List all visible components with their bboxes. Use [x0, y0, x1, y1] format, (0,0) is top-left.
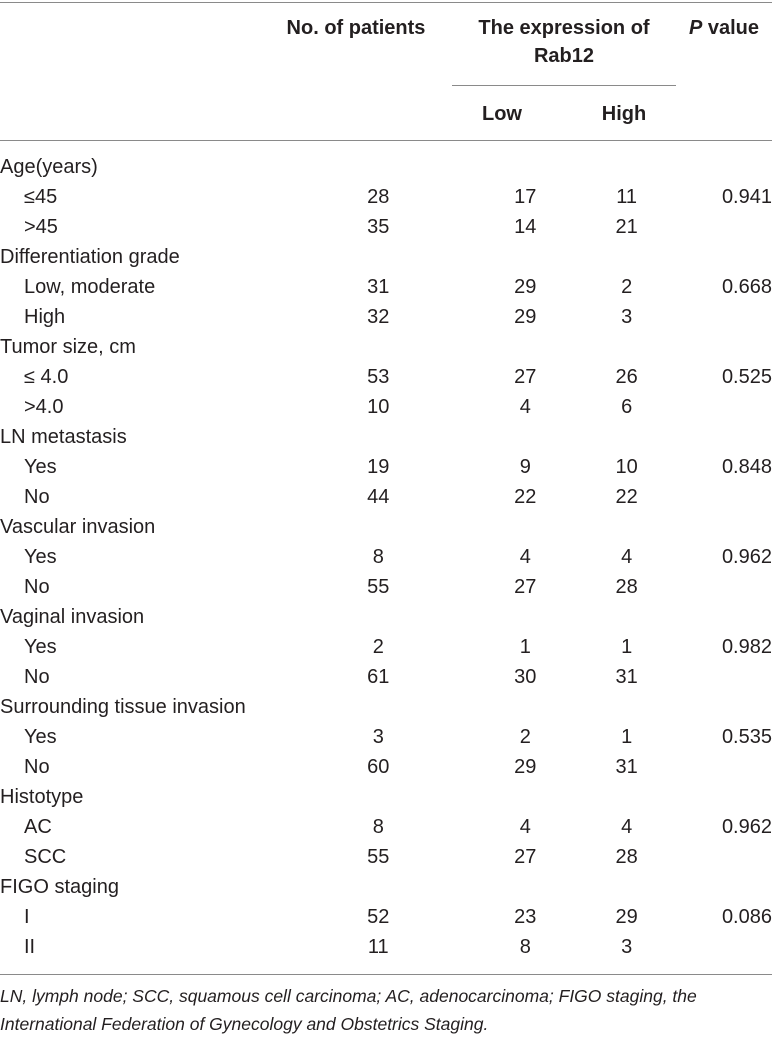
group-label: Differentiation grade [0, 246, 180, 268]
p-value-cell: 0.982 [721, 636, 772, 658]
table-row [0, 392, 772, 422]
p-value-cell: 0.525 [721, 366, 772, 388]
table-row [0, 482, 772, 512]
header-low: Low [482, 103, 522, 125]
group-row [0, 332, 772, 362]
p-value-cell [678, 752, 772, 782]
table-row [0, 302, 772, 332]
row-label: No [24, 486, 50, 508]
table-row [0, 272, 772, 302]
patients-cell: 11 [367, 936, 389, 958]
header-high: High [601, 103, 647, 125]
patients-cell: 8 [372, 816, 384, 838]
table-row [0, 632, 772, 662]
low-cell: 22 [514, 486, 537, 508]
patients-cell: 55 [367, 846, 390, 868]
high-cell: 3 [621, 306, 633, 328]
low-cell: 1 [519, 636, 531, 658]
patients-cell: 55 [367, 576, 390, 598]
low-cell: 4 [519, 396, 531, 418]
low-cell: 27 [514, 846, 537, 868]
group-row [0, 782, 772, 812]
table-bottom-rule [0, 974, 772, 975]
p-value-cell: 0.668 [721, 276, 772, 298]
p-value-cell [678, 662, 772, 692]
header-expression-underline [452, 85, 676, 86]
header-p-value [676, 14, 772, 42]
row-label: No [24, 576, 50, 598]
group-row [0, 512, 772, 542]
group-row [0, 422, 772, 452]
table-row [0, 662, 772, 692]
patients-cell: 60 [367, 756, 390, 778]
row-label: Yes [24, 636, 57, 658]
p-value-cell [678, 932, 772, 962]
patients-cell: 52 [367, 906, 390, 928]
high-cell: 1 [621, 726, 633, 748]
group-row [0, 872, 772, 902]
group-row [0, 152, 772, 182]
group-label: FIGO staging [0, 876, 119, 898]
row-label: No [24, 666, 50, 688]
patients-cell: 10 [367, 396, 390, 418]
group-row [0, 242, 772, 272]
row-label: AC [24, 816, 52, 838]
patients-cell: 3 [372, 726, 384, 748]
table-body [0, 152, 772, 962]
header-patients: No. of patients [286, 17, 426, 39]
group-row [0, 602, 772, 632]
row-label: >4.0 [24, 396, 64, 418]
header-bottom-rule [0, 140, 772, 141]
table-row [0, 362, 772, 392]
row-label: Yes [24, 726, 57, 748]
patients-cell: 2 [372, 636, 384, 658]
row-label: >45 [24, 216, 58, 238]
group-row [0, 692, 772, 722]
data-table [0, 152, 772, 962]
group-label: Age(years) [0, 156, 98, 178]
low-cell: 4 [519, 816, 531, 838]
high-cell: 29 [615, 906, 638, 928]
row-label: No [24, 756, 50, 778]
group-label: Tumor size, cm [0, 336, 136, 358]
low-cell: 9 [519, 456, 531, 478]
low-cell: 29 [514, 756, 537, 778]
low-cell: 14 [514, 216, 537, 238]
row-label: ≤45 [24, 186, 58, 208]
p-value-cell [678, 212, 772, 242]
low-cell: 4 [519, 546, 531, 568]
high-cell: 1 [621, 636, 633, 658]
low-cell: 29 [514, 306, 537, 328]
table-row [0, 812, 772, 842]
row-label: Yes [24, 456, 57, 478]
p-value-cell: 0.086 [721, 906, 772, 928]
high-cell: 26 [615, 366, 638, 388]
patients-cell: 28 [367, 186, 390, 208]
table-footnote: LN, lymph node; SCC, squamous cell carcinoma; AC, adenocarcinoma; FIGO staging, the International Federation of Gynecology and Obstetrics Staging. [0, 986, 697, 1034]
row-label: SCC [24, 846, 67, 868]
patients-cell: 19 [367, 456, 390, 478]
p-value-cell [678, 572, 772, 602]
group-label: Surrounding tissue invasion [0, 696, 246, 718]
p-value-cell: 0.962 [721, 546, 772, 568]
high-cell: 31 [615, 756, 638, 778]
table-row [0, 722, 772, 752]
patients-cell: 35 [367, 216, 390, 238]
low-cell: 8 [519, 936, 531, 958]
header-expression: The expression of Rab12 [478, 17, 650, 67]
table-row [0, 182, 772, 212]
high-cell: 4 [621, 546, 633, 568]
table-row [0, 932, 772, 962]
low-cell: 27 [514, 576, 537, 598]
low-cell: 30 [514, 666, 537, 688]
high-cell: 2 [621, 276, 633, 298]
high-cell: 11 [616, 186, 638, 208]
low-cell: 2 [519, 726, 531, 748]
high-cell: 22 [615, 486, 638, 508]
row-label: High [24, 306, 66, 328]
p-value-cell [678, 842, 772, 872]
p-value-cell [678, 302, 772, 332]
patients-cell: 31 [367, 276, 390, 298]
low-cell: 23 [514, 906, 537, 928]
group-label: LN metastasis [0, 426, 127, 448]
table-row [0, 572, 772, 602]
table-row [0, 452, 772, 482]
table-top-rule [0, 2, 772, 3]
p-value-cell [678, 392, 772, 422]
high-cell: 21 [615, 216, 638, 238]
patients-cell: 61 [367, 666, 390, 688]
row-label: Yes [24, 546, 57, 568]
p-value-cell [678, 482, 772, 512]
row-label: ≤ 4.0 [24, 366, 69, 388]
header-p-rest: value [702, 17, 760, 39]
low-cell: 27 [514, 366, 537, 388]
header-p-italic: P [688, 17, 703, 39]
patients-cell: 32 [367, 306, 390, 328]
high-cell: 3 [621, 936, 633, 958]
row-label: I [24, 906, 30, 928]
high-cell: 31 [615, 666, 638, 688]
table-row [0, 902, 772, 932]
table-row [0, 212, 772, 242]
low-cell: 17 [514, 186, 537, 208]
table-row [0, 842, 772, 872]
group-label: Vaginal invasion [0, 606, 145, 628]
low-cell: 29 [514, 276, 537, 298]
high-cell: 28 [615, 576, 638, 598]
p-value-cell: 0.941 [721, 186, 772, 208]
high-cell: 6 [621, 396, 633, 418]
group-label: Histotype [0, 786, 84, 808]
high-cell: 28 [615, 846, 638, 868]
high-cell: 10 [615, 456, 638, 478]
row-label: II [24, 936, 36, 958]
row-label: Low, moderate [24, 276, 156, 298]
table-row [0, 752, 772, 782]
p-value-cell: 0.962 [721, 816, 772, 838]
patients-cell: 8 [372, 546, 384, 568]
patients-cell: 44 [367, 486, 390, 508]
p-value-cell: 0.535 [721, 726, 772, 748]
high-cell: 4 [621, 816, 633, 838]
patients-cell: 53 [367, 366, 390, 388]
table-row [0, 542, 772, 572]
group-label: Vascular invasion [0, 516, 156, 538]
p-value-cell: 0.848 [721, 456, 772, 478]
